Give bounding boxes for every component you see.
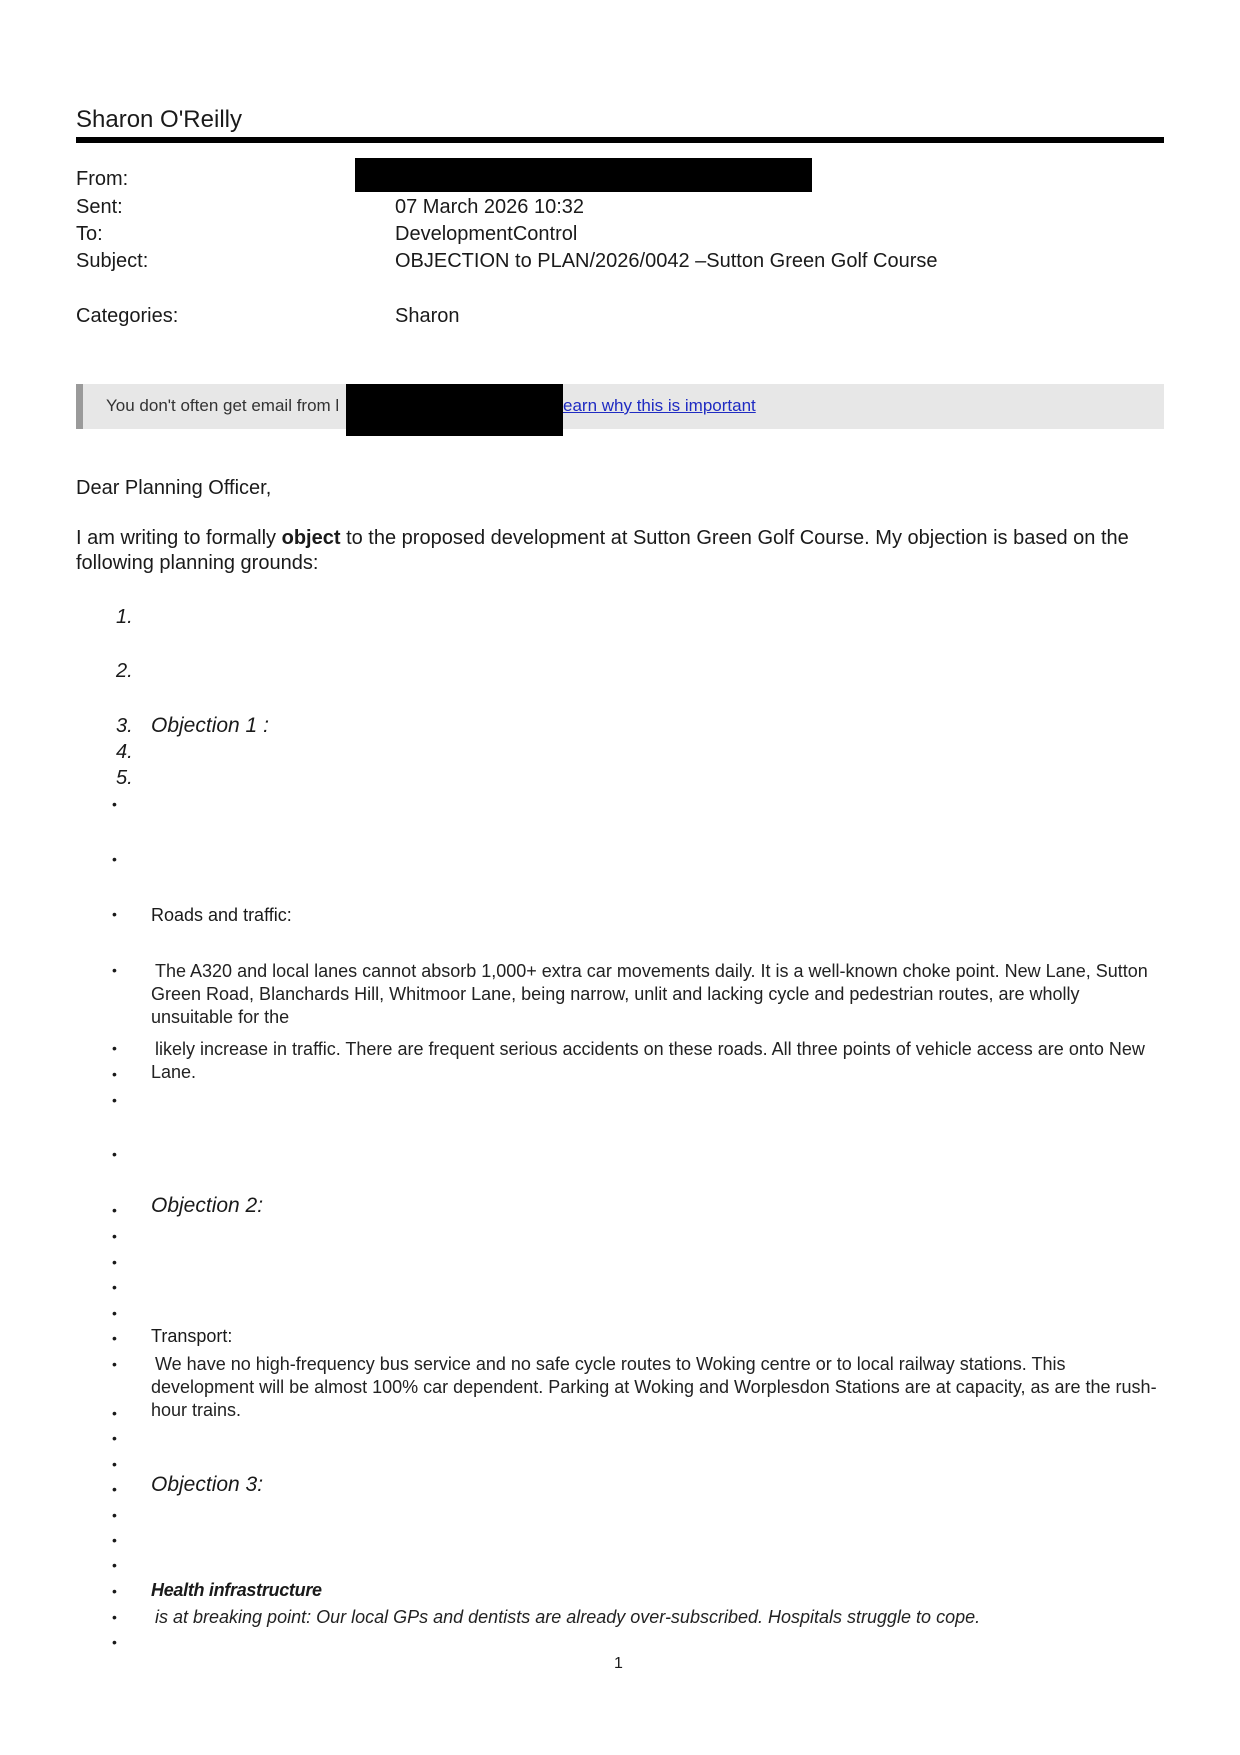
learn-why-link[interactable]: earn why this is important xyxy=(563,396,756,415)
objection-2-heading: Objection 2: xyxy=(151,1194,264,1217)
transport-heading-text: Transport xyxy=(151,1326,228,1346)
bullet: • xyxy=(112,1456,117,1472)
bullet: • xyxy=(112,1146,117,1162)
page-number: 1 xyxy=(614,1655,623,1672)
greeting: Dear Planning Officer, xyxy=(76,477,272,499)
bullet: • xyxy=(112,1279,117,1295)
list-number: 5. xyxy=(116,767,133,789)
roads-traffic-heading xyxy=(151,905,292,926)
bullet: • xyxy=(112,1066,117,1082)
bullet: • xyxy=(112,1356,117,1372)
objection-3-heading: Objection 3: xyxy=(151,1473,264,1496)
redacted-sender-name xyxy=(346,384,563,436)
roads-heading-text: Roads and traffic xyxy=(151,905,287,925)
subject-label: Subject: xyxy=(76,250,149,272)
bullet: • xyxy=(112,1430,117,1446)
intro-paragraph xyxy=(76,526,1146,576)
list-number: 2. xyxy=(116,660,133,682)
transport-heading-colon: : xyxy=(227,1326,233,1346)
banner-text: You don't often get email from l xyxy=(106,396,340,415)
bullet: • xyxy=(112,1583,117,1599)
bullet: • xyxy=(112,1092,117,1108)
health-infrastructure-heading: Health infrastructure xyxy=(151,1580,322,1600)
header-rule xyxy=(76,137,1164,143)
intro-text-end: to the proposed development at Sutton Green Golf Course. My objection is based on the following planning grounds: xyxy=(76,527,1129,574)
health-infrastructure-text: is at breaking point: Our local GPs and dentists are already over-subscribed. Hospitals struggle to cope. xyxy=(155,1607,981,1627)
roads-traffic-text-continued: likely increase in traffic. There are frequent serious accidents on these roads. All three points of vehicle access are onto New Lane. xyxy=(151,1039,1145,1082)
bullet: • xyxy=(112,1507,117,1523)
bullet: • xyxy=(112,796,117,812)
bullet: • xyxy=(112,1557,117,1573)
roads-heading-colon: : xyxy=(286,905,292,925)
list-number: 1. xyxy=(116,606,133,628)
redacted-sender-address xyxy=(355,158,812,192)
transport-text: We have no high-frequency bus service and no safe cycle routes to Woking centre or to local railway stations. This development will be almost 100% car dependent. Parking at Woking and Worplesdon Stations are at capacity, as are the rush-hour trains. xyxy=(151,1354,1157,1420)
list-number: 4. xyxy=(116,741,133,763)
intro-text-start: I am writing to formally xyxy=(76,527,282,549)
to-value: DevelopmentControl xyxy=(395,223,578,245)
categories-label: Categories: xyxy=(76,305,179,327)
sent-value: 07 March 2026 10:32 xyxy=(395,196,585,218)
list-number: 3. xyxy=(116,715,133,737)
bullet: • xyxy=(112,1532,117,1548)
bullet: • xyxy=(112,1305,117,1321)
sent-label: Sent: xyxy=(76,196,123,218)
bullet: • xyxy=(112,906,117,922)
objection-1-heading: Objection 1 : xyxy=(151,714,269,737)
to-label: To: xyxy=(76,223,103,245)
categories-value: Sharon xyxy=(395,305,460,327)
bullet: • xyxy=(112,1202,117,1218)
bullet: • xyxy=(112,1405,117,1421)
from-label: From: xyxy=(76,168,129,190)
subject-value: OBJECTION to PLAN/2026/0042 –Sutton Green Golf Course xyxy=(395,250,938,272)
roads-traffic-text: The A320 and local lanes cannot absorb 1,000+ extra car movements daily. It is a well-known choke point. New Lane, Sutton Green Road, Blanchards Hill, Whitmoor Lane, being narrow, unlit and lacking cycle and pedestrian routes, are wholly unsuitable for the xyxy=(151,961,1148,1027)
transport-heading xyxy=(151,1326,232,1347)
bullet: • xyxy=(112,962,117,978)
sender-name: Sharon O'Reilly xyxy=(76,106,242,133)
bullet: • xyxy=(112,1609,117,1625)
bullet: • xyxy=(112,1228,117,1244)
bullet: • xyxy=(112,1330,117,1346)
bullet: • xyxy=(112,1040,117,1056)
bullet: • xyxy=(112,1481,117,1497)
intro-bold-object: object xyxy=(281,527,341,549)
banner-accent-bar xyxy=(76,384,83,429)
bullet: • xyxy=(112,1634,117,1650)
bullet: • xyxy=(112,1254,117,1270)
bullet: • xyxy=(112,851,117,867)
